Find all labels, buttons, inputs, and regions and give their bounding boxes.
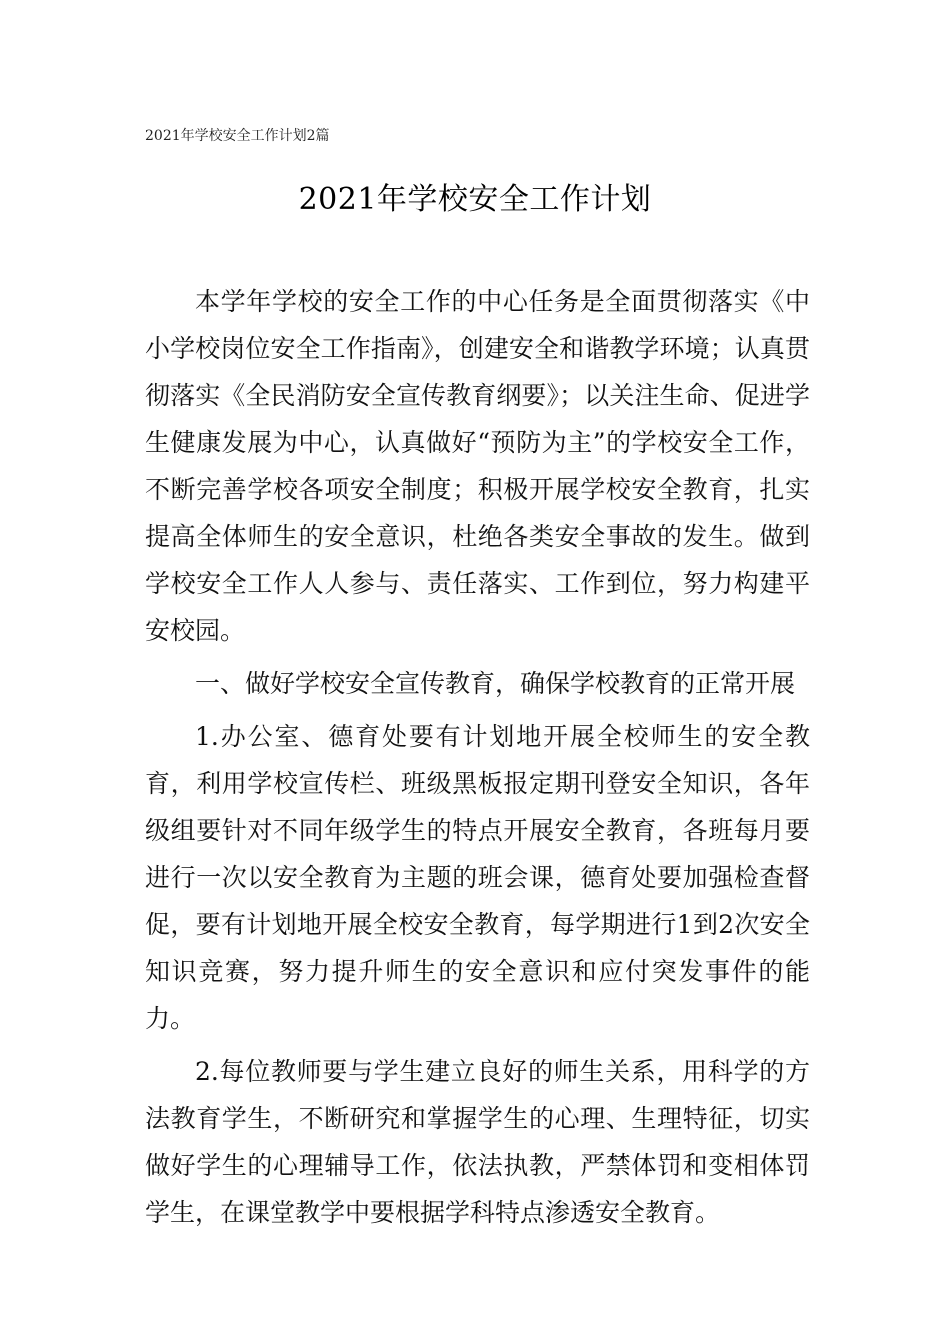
document-body — [145, 278, 810, 1242]
document-title: 2021年学校安全工作计划 — [298, 182, 652, 217]
paragraph-intro: 本学年学校的安全工作的中心任务是全面贯彻落实《中小学校岗位安全工作指南》，创建安全和谐教学环境；认真贯彻落实《全民消防安全宣传教育纲要》；以关注生命、促进学生健康发展为中心，认真做好“预防为主”的学校安全工作，不断完善学校各项安全制度；积极开展学校安全教育，扎实提高全体师生的安全意识，杜绝各类安全事故的发生。做到学校安全工作人人参与、责任落实、工作到位，努力构建平安校园。 — [145, 287, 810, 645]
header-note: 2021年学校安全工作计划2篇 — [145, 128, 330, 144]
section-heading-1: 一、做好学校安全宣传教育，确保学校教育的正常开展 — [195, 669, 796, 698]
paragraph-item-1: 1.办公室、德育处要有计划地开展全校师生的安全教育，利用学校宣传栏、班级黑板报定期刊登安全知识，各年级组要针对不同年级学生的特点开展安全教育，各班每月要进行一次以安全教育为主题的班会课，德育处要加强检查督促，要有计划地开展全校安全教育，每学期进行1到2次安全知识竞赛，努力提升师生的安全意识和应付突发事件的能力。 — [145, 722, 810, 1033]
paragraph-item-2: 2.每位教师要与学生建立良好的师生关系，用科学的方法教育学生，不断研究和掌握学生的心理、生理特征，切实做好学生的心理辅导工作，依法执教，严禁体罚和变相体罚学生，在课堂教学中要根据学科特点渗透安全教育。 — [145, 1057, 810, 1227]
